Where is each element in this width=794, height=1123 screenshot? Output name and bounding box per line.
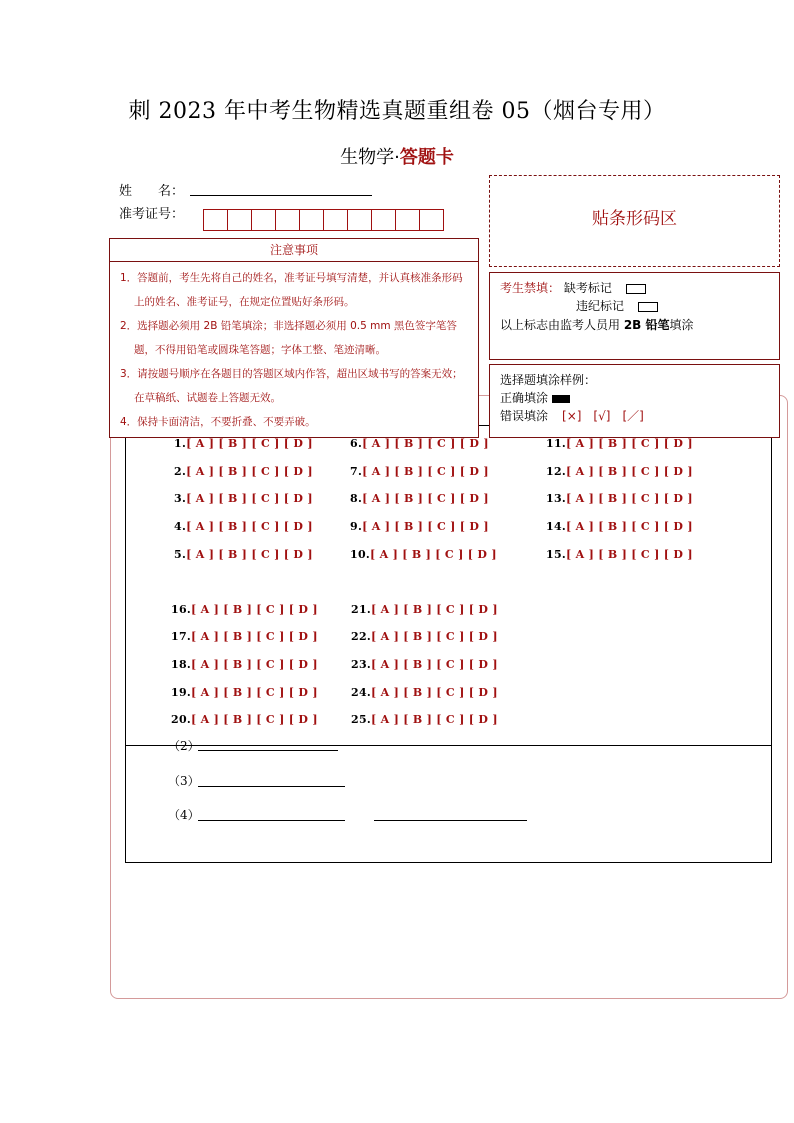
question-number: 3. (174, 492, 187, 505)
choice-question[interactable] (174, 437, 313, 450)
choice-question[interactable] (174, 548, 313, 561)
answer-options[interactable]: [ A ] [ B ] [ C ] [ D ] (191, 658, 318, 671)
forbidden-box (489, 272, 780, 360)
id-digit-boxes[interactable] (204, 209, 444, 231)
question-number: 4. (174, 520, 187, 533)
question-number: 8. (350, 492, 363, 505)
answer-options[interactable]: [ A ] [ B ] [ C ] [ D ] (362, 492, 489, 505)
choice-question[interactable] (546, 492, 693, 505)
id-digit-box[interactable] (299, 209, 324, 231)
choice-question[interactable] (351, 713, 498, 726)
choice-question[interactable] (174, 465, 313, 478)
question-number: 20. (171, 713, 192, 726)
barcode-label: 贴条形码区 (592, 209, 677, 229)
written-answer-box (125, 745, 772, 863)
barcode-area (489, 175, 780, 267)
violation-label: 违纪标记 (576, 299, 625, 313)
question-number: 15. (546, 548, 567, 561)
subtitle-subject: 生物学· (340, 147, 400, 168)
answer-options[interactable]: [ A ] [ B ] [ C ] [ D ] (566, 492, 693, 505)
answer-options[interactable]: [ A ] [ B ] [ C ] [ D ] (371, 713, 498, 726)
notice-item: 1．答题前，考生先将自己的姓名，准考证号填写清楚，并认真核准条形码上的姓名、准考证号，在规定位置贴好条形码。 (120, 272, 463, 308)
page-title: 刺 2023 年中考生物精选真题重组卷 05（烟台专用） (128, 99, 666, 124)
id-digit-box[interactable] (251, 209, 276, 231)
subtitle-card: 答题卡 (399, 147, 454, 168)
question-number: 21. (351, 603, 372, 616)
answer-options[interactable]: [ A ] [ B ] [ C ] [ D ] (362, 465, 489, 478)
choice-question[interactable] (350, 492, 489, 505)
choice-question[interactable] (546, 520, 693, 533)
choice-question[interactable] (171, 658, 318, 671)
wrong-fill-marks: [×] [√] [／] (562, 409, 644, 423)
choice-question[interactable] (546, 437, 693, 450)
question-number: 16. (171, 603, 192, 616)
answer-options[interactable]: [ A ] [ B ] [ C ] [ D ] (566, 437, 693, 450)
answer-options[interactable]: [ A ] [ B ] [ C ] [ D ] (186, 520, 313, 533)
absent-mark-box[interactable] (626, 284, 646, 294)
question-number: 12. (546, 465, 567, 478)
correct-fill-label: 正确填涂 (500, 391, 549, 405)
choice-question[interactable] (171, 713, 318, 726)
choice-question[interactable] (171, 630, 318, 643)
question-number: 18. (171, 658, 192, 671)
absent-label: 缺考标记 (563, 281, 612, 295)
id-digit-box[interactable] (203, 209, 228, 231)
answer-options[interactable]: [ A ] [ B ] [ C ] [ D ] (362, 437, 489, 450)
notice-item: 3．请按题号顺序在各题目的答题区域内作答，超出区域书写的答案无效；在草稿纸、试题卷上答题无效。 (120, 368, 463, 404)
choice-question[interactable] (350, 437, 489, 450)
answer-options[interactable]: [ A ] [ B ] [ C ] [ D ] (186, 548, 313, 561)
choice-question[interactable] (351, 630, 498, 643)
answer-options[interactable]: [ A ] [ B ] [ C ] [ D ] (370, 548, 497, 561)
choice-question[interactable] (351, 686, 498, 699)
page-subtitle (0, 143, 794, 169)
fill-sample-heading: 选择题填涂样例： (500, 373, 597, 387)
notice-heading: 注意事项 (110, 239, 478, 262)
answer-line[interactable] (198, 750, 338, 751)
notice-item: 2．选择题必须用 2B 铅笔填涂；非选择题必须用 0.5 mm 黑色签字笔答题，不得用铅笔或圆珠笔答题；字体工整、笔迹清晰。 (120, 320, 457, 356)
choice-question[interactable] (351, 658, 498, 671)
wrong-fill-label: 错误填涂 (500, 409, 549, 423)
notice-item: 4．保持卡面清洁，不要折叠、不要弄破。 (120, 416, 316, 428)
fill-sample-box (489, 364, 780, 438)
choice-question[interactable] (174, 492, 313, 505)
choice-question[interactable] (171, 603, 318, 616)
answer-line[interactable] (198, 820, 345, 821)
choice-question[interactable] (546, 465, 693, 478)
question-number: 17. (171, 630, 192, 643)
correct-fill-sample (552, 395, 570, 403)
question-number: 2. (174, 465, 187, 478)
answer-options[interactable]: [ A ] [ B ] [ C ] [ D ] (566, 548, 693, 561)
id-digit-box[interactable] (347, 209, 372, 231)
name-field[interactable] (190, 194, 372, 196)
answer-options[interactable]: [ A ] [ B ] [ C ] [ D ] (371, 603, 498, 616)
id-digit-box[interactable] (275, 209, 300, 231)
answer-options[interactable]: [ A ] [ B ] [ C ] [ D ] (371, 630, 498, 643)
question-number: 11. (546, 437, 567, 450)
answer-options[interactable]: [ A ] [ B ] [ C ] [ D ] (191, 686, 318, 699)
choice-question[interactable] (351, 603, 498, 616)
answer-options[interactable]: [ A ] [ B ] [ C ] [ D ] (186, 465, 313, 478)
forbidden-note-prefix: 以上标志由监考人员用 (500, 318, 624, 332)
question-number: 23. (351, 658, 372, 671)
violation-mark-box[interactable] (638, 302, 658, 312)
question-number: 22. (351, 630, 372, 643)
question-number: 19. (171, 686, 192, 699)
answer-options[interactable]: [ A ] [ B ] [ C ] [ D ] (191, 603, 318, 616)
question-number: 6. (350, 437, 363, 450)
id-digit-box[interactable] (395, 209, 420, 231)
question-number: 13. (546, 492, 567, 505)
question-number: 5. (174, 548, 187, 561)
choice-question[interactable] (350, 465, 489, 478)
forbidden-note-bold: 2B 铅笔 (623, 318, 670, 332)
question-number: 1. (174, 437, 187, 450)
answer-item-label: （4） (168, 808, 200, 822)
forbidden-label: 考生禁填： (500, 281, 561, 295)
id-label: 准考证号： (119, 207, 185, 222)
name-label: 姓 名： (119, 184, 185, 199)
answer-options[interactable]: [ A ] [ B ] [ C ] [ D ] (371, 658, 498, 671)
id-digit-box[interactable] (227, 209, 252, 231)
answer-options[interactable]: [ A ] [ B ] [ C ] [ D ] (191, 713, 318, 726)
choice-question[interactable] (350, 548, 497, 561)
answer-options[interactable]: [ A ] [ B ] [ C ] [ D ] (566, 520, 693, 533)
id-digit-box[interactable] (419, 209, 444, 231)
answer-options[interactable]: [ A ] [ B ] [ C ] [ D ] (186, 437, 313, 450)
answer-line[interactable] (198, 786, 345, 787)
choice-question[interactable] (174, 520, 313, 533)
question-number: 10. (350, 548, 371, 561)
id-digit-box[interactable] (371, 209, 396, 231)
forbidden-note-suffix: 填涂 (669, 318, 694, 332)
answer-item-label: （2） (168, 739, 200, 753)
answer-line[interactable] (374, 820, 527, 821)
question-number: 14. (546, 520, 567, 533)
answer-options[interactable]: [ A ] [ B ] [ C ] [ D ] (191, 630, 318, 643)
answer-item-label: （3） (168, 774, 200, 788)
answer-options[interactable]: [ A ] [ B ] [ C ] [ D ] (566, 465, 693, 478)
answer-options[interactable]: [ A ] [ B ] [ C ] [ D ] (371, 686, 498, 699)
choice-question[interactable] (350, 520, 489, 533)
question-number: 9. (350, 520, 363, 533)
answer-options[interactable]: [ A ] [ B ] [ C ] [ D ] (186, 492, 313, 505)
choice-question[interactable] (546, 548, 693, 561)
question-number: 7. (350, 465, 363, 478)
answer-options[interactable]: [ A ] [ B ] [ C ] [ D ] (362, 520, 489, 533)
notice-box (109, 238, 479, 438)
question-number: 25. (351, 713, 372, 726)
question-number: 24. (351, 686, 372, 699)
id-digit-box[interactable] (323, 209, 348, 231)
choice-question[interactable] (171, 686, 318, 699)
